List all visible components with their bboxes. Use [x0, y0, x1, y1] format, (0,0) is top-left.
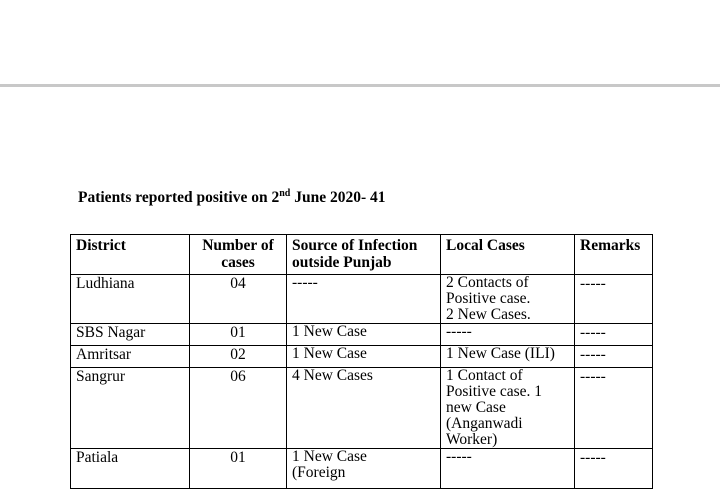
- local-line: (Anganwadi: [446, 415, 523, 432]
- cases-cell: 01: [190, 449, 287, 489]
- district-cell: Amritsar: [71, 346, 190, 368]
- source-cell: [287, 449, 441, 489]
- heading-superscript: nd: [279, 188, 291, 199]
- remarks-cell: -----: [575, 368, 653, 449]
- district-cell: SBS Nagar: [71, 324, 190, 346]
- district-cell: Ludhiana: [71, 275, 190, 324]
- source-cell: [287, 275, 441, 324]
- remarks-cell: -----: [575, 346, 653, 368]
- local-cell: [441, 368, 575, 449]
- page-divider: [0, 84, 720, 87]
- remarks-cell: -----: [575, 275, 653, 324]
- source-cell: [287, 368, 441, 449]
- local-cell: [441, 346, 575, 368]
- local-line: -----: [446, 448, 472, 465]
- source-line: 4 New Cases: [292, 367, 373, 384]
- remarks-cell: -----: [575, 449, 653, 489]
- local-line: 1 Contact of: [446, 367, 523, 384]
- local-line: Positive case.: [446, 290, 531, 307]
- local-line: 2 New Cases.: [446, 306, 531, 323]
- header-source-of-infection: Source of Infection outside Punjab: [287, 235, 441, 275]
- source-line: 1 New Case: [292, 323, 367, 340]
- header-local-cases: Local Cases: [441, 235, 575, 275]
- cases-table: [70, 234, 653, 489]
- source-cell: [287, 346, 441, 368]
- table-row: [71, 346, 653, 368]
- local-cell: [441, 324, 575, 346]
- report-heading: [78, 189, 386, 207]
- cases-cell: 06: [190, 368, 287, 449]
- local-line: Positive case. 1: [446, 383, 542, 400]
- source-line: (Foreign: [292, 464, 346, 481]
- local-line: new Case: [446, 399, 506, 416]
- source-line: 1 New Case: [292, 345, 367, 362]
- remarks-cell: -----: [575, 324, 653, 346]
- table-row: [71, 324, 653, 346]
- table-row: [71, 449, 653, 489]
- source-line: -----: [292, 274, 318, 291]
- local-cell: [441, 275, 575, 324]
- local-line: Worker): [446, 431, 498, 448]
- district-cell: Sangrur: [71, 368, 190, 449]
- heading-suffix: June 2020- 41: [290, 189, 386, 206]
- heading-prefix: Patients reported positive on 2: [78, 189, 280, 206]
- local-line: -----: [446, 323, 472, 340]
- source-cell: [287, 324, 441, 346]
- table-row: [71, 275, 653, 324]
- cases-cell: 01: [190, 324, 287, 346]
- local-cell: [441, 449, 575, 489]
- table-header-row: [71, 235, 653, 275]
- table-row: [71, 368, 653, 449]
- local-line: 2 Contacts of: [446, 274, 529, 291]
- cases-cell: 02: [190, 346, 287, 368]
- local-line: 1 New Case (ILI): [446, 345, 555, 362]
- header-number-of-cases: Number of cases: [190, 235, 287, 275]
- header-district: District: [71, 235, 190, 275]
- cases-cell: 04: [190, 275, 287, 324]
- source-line: 1 New Case: [292, 448, 367, 465]
- district-cell: Patiala: [71, 449, 190, 489]
- header-remarks: Remarks: [575, 235, 653, 275]
